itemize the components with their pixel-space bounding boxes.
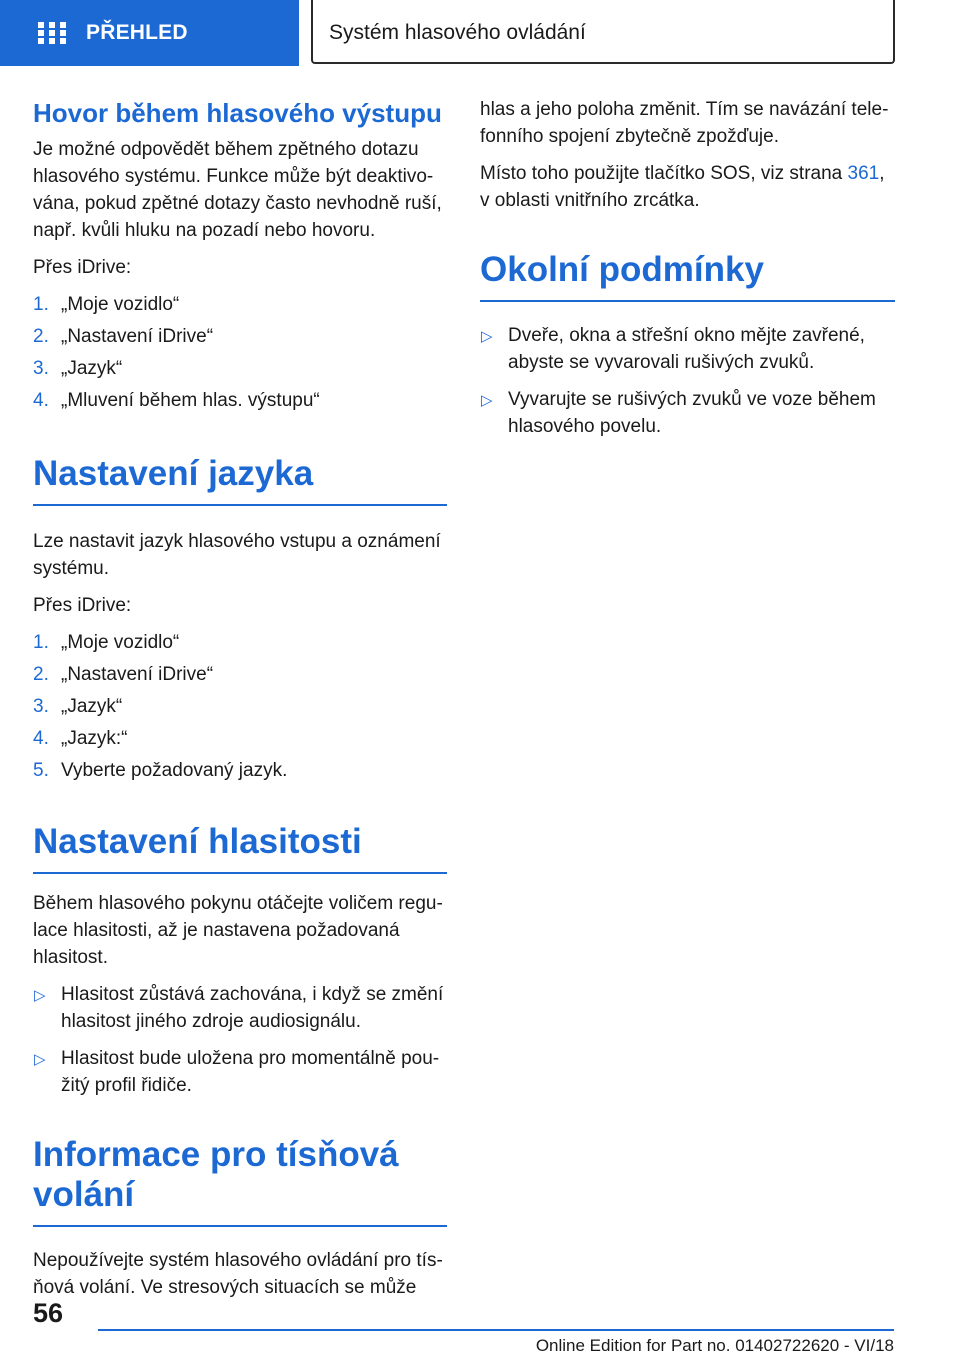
section-title-call-during-voice: Hovor během hlasového výstupu bbox=[33, 98, 442, 128]
page-number: 56 bbox=[33, 1298, 64, 1328]
footer-divider bbox=[98, 1329, 894, 1331]
paragraph: Lze nastavit jazyk hlasového vstupu a oznámení systému. bbox=[33, 531, 441, 579]
paragraph: Je možné odpovědět během zpětného dotazu hlasového systému. Funkce může být deaktivována, pokud zpětné dotazy často nevhodně ruší, např. kvůli hluku na pozadí nebo hovoru. bbox=[33, 139, 442, 241]
overview-tab-label: PŘEHLED bbox=[86, 21, 188, 44]
section-title-language: Nastavení jazyka bbox=[33, 454, 447, 506]
list-item: ▷ Hlasitost bude uložena pro momentálně použitý profil řidiče. bbox=[34, 1048, 440, 1096]
triangle-bullet-icon: ▷ bbox=[481, 328, 493, 345]
list-item: 2. „Nastavení iDrive“ bbox=[33, 326, 214, 347]
steps-list bbox=[33, 291, 447, 414]
list-item: 5. Vyberte požadovaný jazyk. bbox=[33, 760, 288, 781]
edition-info: Online Edition for Part no. 01402722620 - VI/18 bbox=[535, 1336, 894, 1355]
bullet-list bbox=[480, 322, 895, 440]
list-item: 1. „Moje vozidlo“ bbox=[33, 632, 180, 653]
list-item: ▷ Hlasitost zůstává zachována, i když se změní hlasitost jiného zdroje audiosignálu. bbox=[34, 984, 444, 1032]
grid-menu-icon bbox=[38, 22, 66, 44]
triangle-bullet-icon: ▷ bbox=[34, 1051, 46, 1068]
idrive-intro: Přes iDrive: bbox=[33, 257, 132, 278]
list-item: 2. „Nastavení iDrive“ bbox=[33, 664, 214, 685]
list-item: 3. „Jazyk“ bbox=[33, 358, 123, 379]
list-item: 1. „Moje vozidlo“ bbox=[33, 294, 180, 315]
idrive-intro: Přes iDrive: bbox=[33, 595, 132, 616]
list-item: ▷ Vyvarujte se rušivých zvuků ve voze během hlasového povelu. bbox=[481, 389, 876, 437]
overview-tab[interactable] bbox=[0, 0, 299, 66]
left-column bbox=[33, 96, 447, 1311]
section-title-emergency-calls: Informace pro tísňová volání bbox=[33, 1135, 447, 1227]
triangle-bullet-icon: ▷ bbox=[481, 392, 493, 409]
paragraph-sos: Místo toho použijte tlačítko SOS, viz strana 361, v oblasti vnitřního zrcátka. bbox=[480, 163, 885, 211]
list-item: 4. „Jazyk:“ bbox=[33, 728, 128, 749]
list-item: 3. „Jazyk“ bbox=[33, 696, 123, 717]
list-item: 4. „Mluvení během hlas. výstupu“ bbox=[33, 390, 320, 411]
right-column bbox=[480, 96, 895, 450]
section-title-volume: Nastavení hlasitosti bbox=[33, 822, 447, 874]
section-title-ambient-conditions: Okolní podmínky bbox=[480, 250, 895, 302]
paragraph: Během hlasového pokynu otáčejte voličem regulace hlasitosti, až je nastavena požadovaná hlasitost. bbox=[33, 893, 443, 968]
list-item: ▷ Dveře, okna a střešní okno mějte zavřené, abyste se vyvarovali rušivých zvuků. bbox=[481, 325, 865, 373]
steps-list bbox=[33, 629, 447, 784]
bullet-list bbox=[33, 981, 447, 1099]
page-link-361[interactable]: 361 bbox=[847, 163, 880, 184]
chapter-title: Systém hlasového ovládání bbox=[311, 0, 895, 64]
paragraph: Nepoužívejte systém hlasového ovládání pro tísňová volání. Ve stresových situacích se může bbox=[33, 1250, 443, 1298]
triangle-bullet-icon: ▷ bbox=[34, 987, 46, 1004]
paragraph: hlas a jeho poloha změnit. Tím se navázání telefonního spojení zbytečně zpožďuje. bbox=[480, 99, 889, 147]
